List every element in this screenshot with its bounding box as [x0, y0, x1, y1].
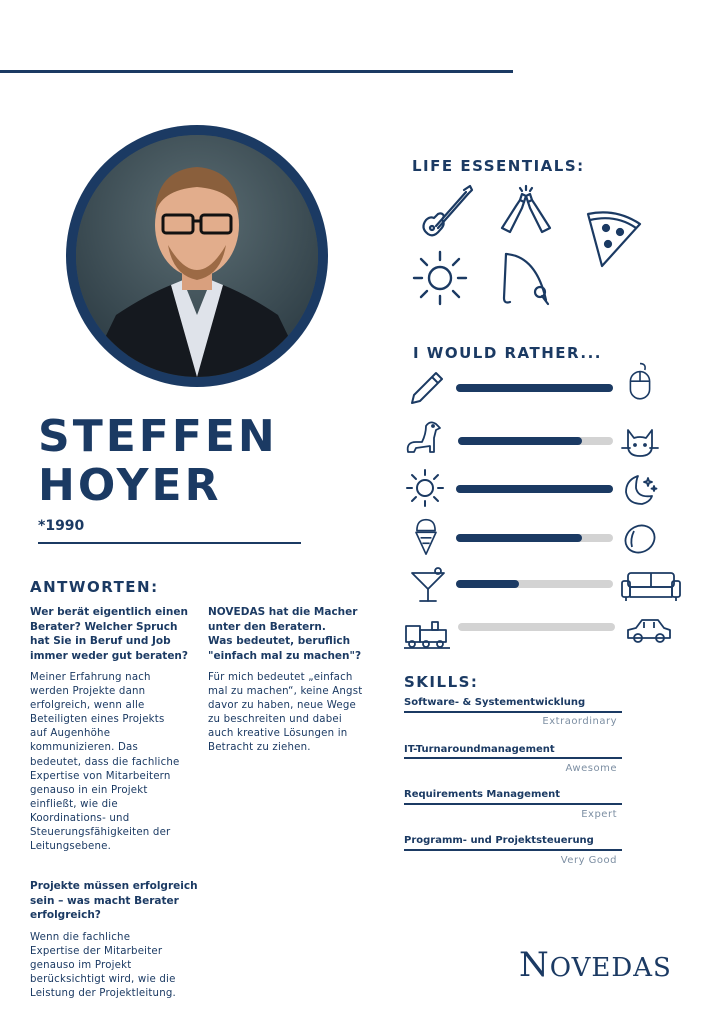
train-icon: [402, 612, 452, 652]
life-essentials-heading: LIFE ESSENTIALS:: [412, 157, 585, 175]
dog-icon: [404, 418, 444, 458]
rather-bar-1: [456, 384, 613, 392]
logo-rest: OVEDAS: [549, 953, 672, 983]
cat-icon: [620, 422, 660, 462]
rather-bar-fill-5: [456, 580, 519, 588]
moon-icon: [620, 470, 660, 510]
skill-name-4: Programm- und Projektsteuerung: [404, 835, 594, 846]
car-icon: [624, 610, 674, 650]
skill-level-1: Extraordinary: [542, 716, 617, 727]
top-divider: [0, 70, 513, 73]
mouse-icon: [620, 362, 660, 402]
answers-heading: ANTWORTEN:: [30, 578, 159, 596]
rather-bar-2: [458, 437, 613, 445]
logo-initial: N: [519, 945, 550, 985]
sofa-icon: [620, 565, 682, 605]
fishing-rod-icon: [496, 246, 560, 310]
skill-level-3: Expert: [581, 809, 617, 820]
skill-divider-3: [404, 803, 622, 805]
pizza-icon: [582, 206, 646, 270]
portrait-frame: [66, 125, 328, 387]
skills-heading: SKILLS:: [404, 673, 479, 691]
rather-bar-4: [456, 534, 613, 542]
rather-bar-fill-2: [458, 437, 582, 445]
question-1: Wer berät eigentlich einen Berater? Welcher Spruch hat Sie in Beruf und Job immer weder gut beraten?: [30, 606, 189, 663]
question-2: Projekte müssen erfolgreich sein – was macht Berater erfolgreich?: [30, 880, 198, 922]
name-divider: [38, 542, 301, 544]
novedas-logo: [519, 945, 672, 985]
skill-divider-4: [404, 849, 622, 851]
answer-2: Wenn die fachliche Expertise der Mitarbeiter genauso im Projekt berücksichtigt wird, wie die Leistung der Projektleitung.: [30, 932, 176, 1000]
guitar-icon: [414, 182, 478, 246]
answer-3: Für mich bedeutet „einfach mal zu machen“, keine Angst davor zu haben, neue Wege zu beschreiten und dabei auch kreative Lösungen in Betracht zu ziehen.: [208, 672, 363, 754]
last-name: HOYER: [38, 460, 222, 511]
skill-name-2: IT-Turnaroundmanagement: [404, 744, 555, 755]
answer-1: Meiner Erfahrung nach werden Projekte dann erfolgreich, wenn alle Beteiligten eines Projekts auf Augenhöhe kommunizieren. Das bedeutet, dass die fachliche Expertise von Mitarbeitern genauso in ein Projekt einfließt, wie die Koordinations- und Steuerungsfähigkeiten der Leitungsebene.: [30, 672, 180, 853]
birth-year: *1990: [38, 518, 85, 534]
would-rather-heading: I WOULD RATHER...: [413, 344, 602, 362]
skill-level-2: Awesome: [565, 763, 617, 774]
pencil-icon: [406, 369, 446, 409]
skill-divider-2: [404, 757, 622, 759]
lemon-icon: [620, 519, 660, 559]
rather-bar-5: [456, 580, 613, 588]
rather-bar-fill-3: [456, 485, 613, 493]
skill-divider-1: [404, 711, 622, 713]
skill-level-4: Very Good: [560, 855, 617, 866]
portrait-photo: [76, 135, 318, 377]
question-3: NOVEDAS hat die Macher unter den Beratern. Was bedeutet, beruflich "einfach mal zu machen"?: [208, 606, 362, 663]
skill-name-1: Software- & Systementwicklung: [404, 697, 586, 708]
cocktail-icon: [408, 565, 448, 605]
first-name: STEFFEN: [38, 411, 278, 462]
sun-icon: [408, 246, 472, 310]
beer-bottles-icon: [494, 182, 558, 246]
ice-cream-icon: [406, 516, 446, 556]
rather-bar-3: [456, 485, 613, 493]
rather-bar-fill-1: [456, 384, 613, 392]
skill-name-3: Requirements Management: [404, 789, 561, 800]
rather-bar-fill-4: [456, 534, 582, 542]
rather-bar-6: [458, 623, 615, 631]
sun-small-icon: [405, 468, 445, 508]
person-name: [38, 412, 278, 510]
